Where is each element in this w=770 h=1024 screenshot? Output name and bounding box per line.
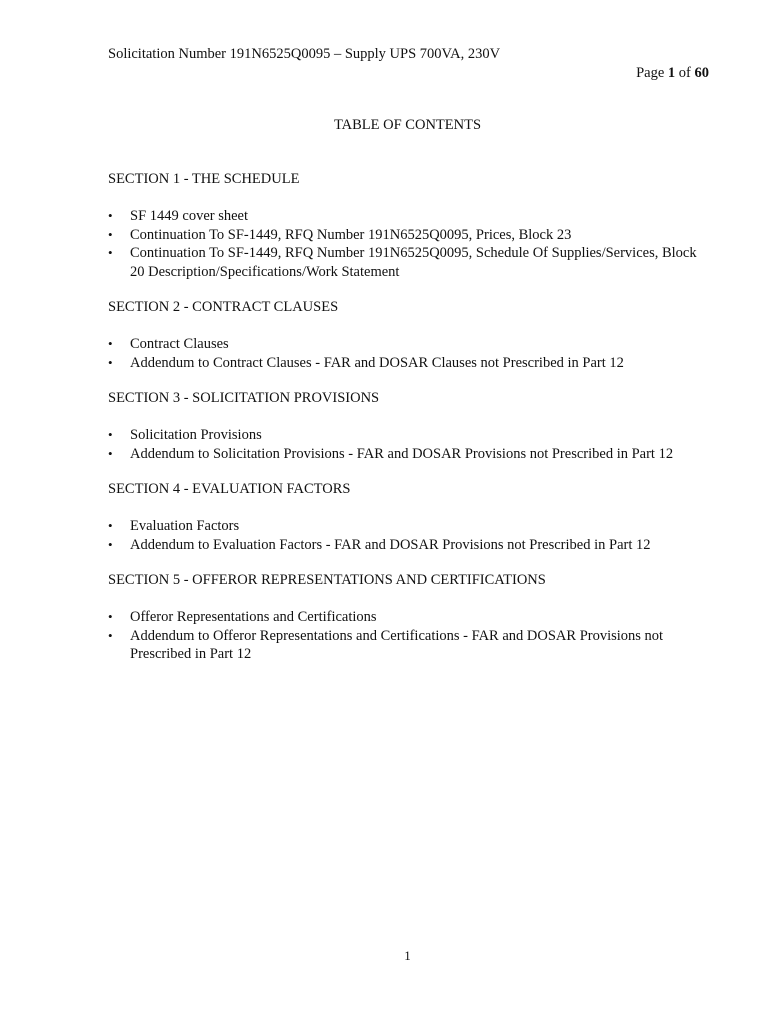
- list-item: [108, 517, 708, 536]
- section-item-list: [108, 517, 708, 554]
- list-item: [108, 354, 708, 373]
- list-item-text: Solicitation Provisions: [130, 427, 262, 443]
- page-current: 1: [667, 65, 676, 81]
- section-heading: SECTION 3 - SOLICITATION PROVISIONS: [108, 390, 380, 406]
- section-1: [108, 170, 708, 281]
- list-item: [108, 244, 708, 281]
- list-item: [108, 207, 708, 226]
- bullet-icon: •: [108, 354, 113, 370]
- section-item-list: [108, 335, 708, 372]
- list-item: [108, 445, 708, 464]
- list-item-text: SF 1449 cover sheet: [130, 208, 248, 224]
- list-item: [108, 608, 708, 627]
- page-total: 60: [694, 65, 709, 81]
- section-heading: SECTION 2 - CONTRACT CLAUSES: [108, 299, 339, 315]
- bullet-icon: •: [108, 609, 113, 624]
- section-heading: SECTION 5 - OFFEROR REPRESENTATIONS AND CERTIFICATIONS: [108, 572, 546, 588]
- list-item: [108, 426, 708, 445]
- section-heading: SECTION 4 - EVALUATION FACTORS: [108, 481, 351, 497]
- bullet-icon: •: [108, 627, 113, 643]
- bullet-icon: •: [108, 445, 113, 461]
- bullet-icon: •: [108, 518, 113, 533]
- toc-title: TABLE OF CONTENTS: [333, 117, 482, 133]
- list-item-text: Addendum to Evaluation Factors - FAR and DOSAR Provisions not Prescribed in Part 12: [130, 536, 651, 553]
- list-item-text: Contract Clauses: [130, 336, 229, 352]
- list-item-text: Continuation To SF-1449, RFQ Number 191N6525Q0095, Prices, Block 23: [130, 226, 572, 243]
- solicitation-header: Solicitation Number 191N6525Q0095 – Supply UPS 700VA, 230V: [108, 46, 501, 62]
- section-item-list: [108, 426, 708, 463]
- bullet-icon: •: [108, 245, 113, 260]
- toc-sections: [108, 170, 708, 681]
- section-3: [108, 389, 708, 463]
- section-4: [108, 480, 708, 554]
- section-heading: SECTION 1 - THE SCHEDULE: [108, 171, 300, 187]
- list-item-text: Addendum to Solicitation Provisions - FAR and DOSAR Provisions not Prescribed in Part 12: [130, 445, 674, 462]
- bullet-icon: •: [108, 336, 113, 351]
- bullet-icon: •: [108, 427, 113, 442]
- footer-page-number: 1: [404, 948, 411, 963]
- list-item-text: Addendum to Contract Clauses - FAR and DOSAR Clauses not Prescribed in Part 12: [130, 354, 624, 371]
- section-item-list: [108, 608, 708, 664]
- list-item-text: Evaluation Factors: [130, 518, 240, 534]
- section-2: [108, 298, 708, 372]
- list-item: [108, 226, 708, 245]
- list-item-text: Offeror Representations and Certifications: [130, 609, 377, 625]
- page-prefix: Page: [636, 65, 665, 81]
- list-item-text: Addendum to Offeror Representations and Certifications - FAR and DOSAR Provisions not Prescribed in Part 12: [130, 627, 664, 662]
- list-item-text: Continuation To SF-1449, RFQ Number 191N6525Q0095, Schedule Of Supplies/Services, Block 20 Description/Specifications/Work Statement: [130, 245, 697, 280]
- page-counter: [636, 65, 709, 82]
- bullet-icon: •: [108, 208, 113, 223]
- page-of: of: [678, 65, 691, 81]
- list-item: [108, 536, 708, 555]
- section-item-list: [108, 207, 708, 281]
- section-5: [108, 571, 708, 664]
- list-item: [108, 335, 708, 354]
- bullet-icon: •: [108, 226, 113, 242]
- bullet-icon: •: [108, 536, 113, 552]
- list-item: [108, 627, 708, 664]
